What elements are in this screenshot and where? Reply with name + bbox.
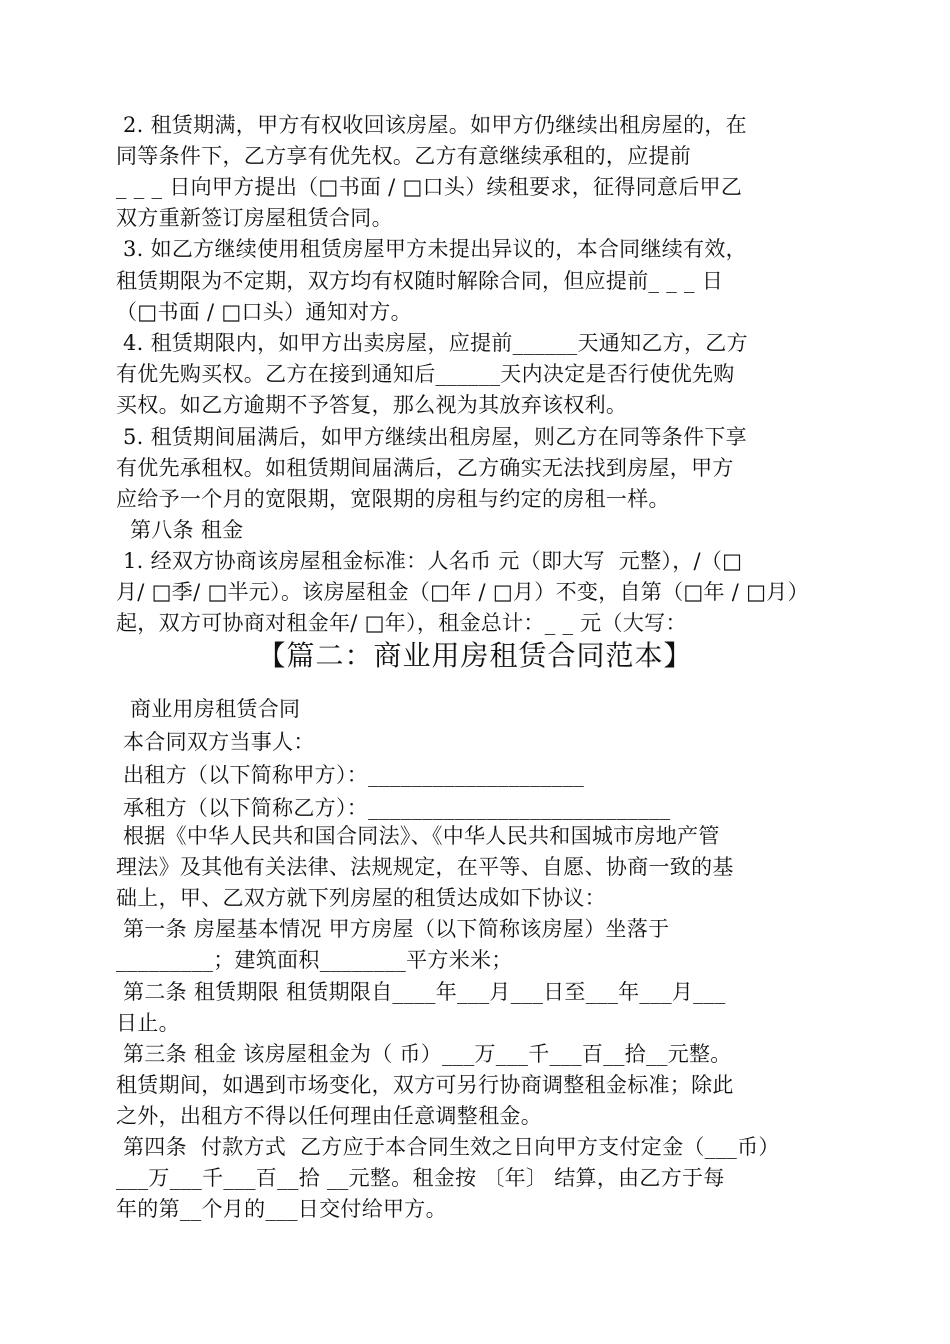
text-line: _ _ _ 日向甲方提出（□书面 / □口头）续租要求，征得同意后甲乙 bbox=[116, 175, 743, 199]
text-line: 础上，甲、乙双方就下列房屋的租赁达成如下协议： bbox=[116, 886, 606, 910]
text-line: 理法》及其他有关法律、法规规定，在平等、自愿、协商一致的基 bbox=[116, 855, 734, 879]
text-line: 5. 租赁期间届满后，如甲方继续出租房屋，则乙方在同等条件下享 bbox=[116, 425, 747, 449]
text-line: 有优先购买权。乙方在接到通知后______天内决定是否行使优先购 bbox=[116, 362, 735, 386]
text-line: 月/ □季/ □半元）。该房屋租金（□年 / □月）不变，自第（□年 / □月） bbox=[116, 580, 809, 604]
text-line: 买权。如乙方逾期不予答复，那么视为其放弃该权利。 bbox=[116, 393, 628, 417]
text-line: 本合同双方当事人： bbox=[116, 730, 315, 754]
contract-title: 商业用房租赁合同 bbox=[116, 697, 301, 721]
text-line: 同等条件下，乙方享有优先权。乙方有意继续承租的，应提前 bbox=[116, 144, 692, 168]
text-line: 4. 租赁期限内，如甲方出卖房屋，应提前______天通知乙方，乙方 bbox=[116, 331, 748, 355]
text-line: _________；建筑面积________平方米米； bbox=[116, 948, 513, 972]
text-line: 第二条 租赁期限 租赁期限自____年___月___日至___年___月___ bbox=[116, 980, 726, 1004]
text-line: 租赁期限为不定期，双方均有权随时解除合同，但应提前_ _ _ 日 bbox=[116, 269, 724, 293]
text-line: 出租方（以下简称甲方）：____________________ bbox=[116, 763, 585, 787]
text-line: 有优先承租权。如租赁期间届满后，乙方确实无法找到房屋，甲方 bbox=[116, 456, 734, 480]
text-line: 双方重新签订房屋租赁合同。 bbox=[116, 206, 393, 230]
text-line: 第三条 租金 该房屋租金为（ 币）___万___千___百__拾__元整。 bbox=[116, 1042, 732, 1066]
article-heading: 第八条 租金 bbox=[116, 518, 244, 542]
text-line: ___万___千___百__拾 __元整。租金按 〔年〕 结算，由乙方于每 bbox=[116, 1166, 725, 1190]
text-line: （□书面 / □口头）通知对方。 bbox=[116, 300, 412, 324]
text-line: 2. 租赁期满，甲方有权收回该房屋。如甲方仍继续出租房屋的，在 bbox=[116, 113, 747, 137]
text-line: 日止。 bbox=[116, 1011, 180, 1035]
text-line: 根据《中华人民共和国合同法》、《中华人民共和国城市房地产管 bbox=[116, 824, 720, 848]
text-line: 年的第__个月的___日交付给甲方。 bbox=[116, 1197, 447, 1221]
text-line: 1. 经双方协商该房屋租金标准：人名币 元（即大写 元整），/（□ bbox=[116, 549, 743, 573]
text-line: 承租方（以下简称乙方）：____________________________ bbox=[116, 796, 671, 820]
text-line: 之外，出租方不得以任何理由任意调整租金。 bbox=[116, 1104, 542, 1128]
text-line: 租赁期间，如遇到市场变化，双方可另行协商调整租金标准；除此 bbox=[116, 1073, 734, 1097]
text-line: 应给予一个月的宽限期，宽限期的房租与约定的房租一样。 bbox=[116, 487, 670, 511]
text-line: 起，双方可协商对租金年/ □年），租金总计：_ _ 元（大写： bbox=[116, 611, 687, 635]
text-line: 第四条 付款方式 乙方应于本合同生效之日向甲方支付定金（___币） bbox=[116, 1135, 780, 1159]
text-line: 第一条 房屋基本情况 甲方房屋（以下简称该房屋）坐落于 bbox=[116, 917, 670, 941]
section-title: 【篇二：商业用房租赁合同范本】 bbox=[257, 639, 693, 672]
text-line: 3. 如乙方继续使用租赁房屋甲方未提出异议的，本合同继续有效， bbox=[116, 237, 747, 261]
